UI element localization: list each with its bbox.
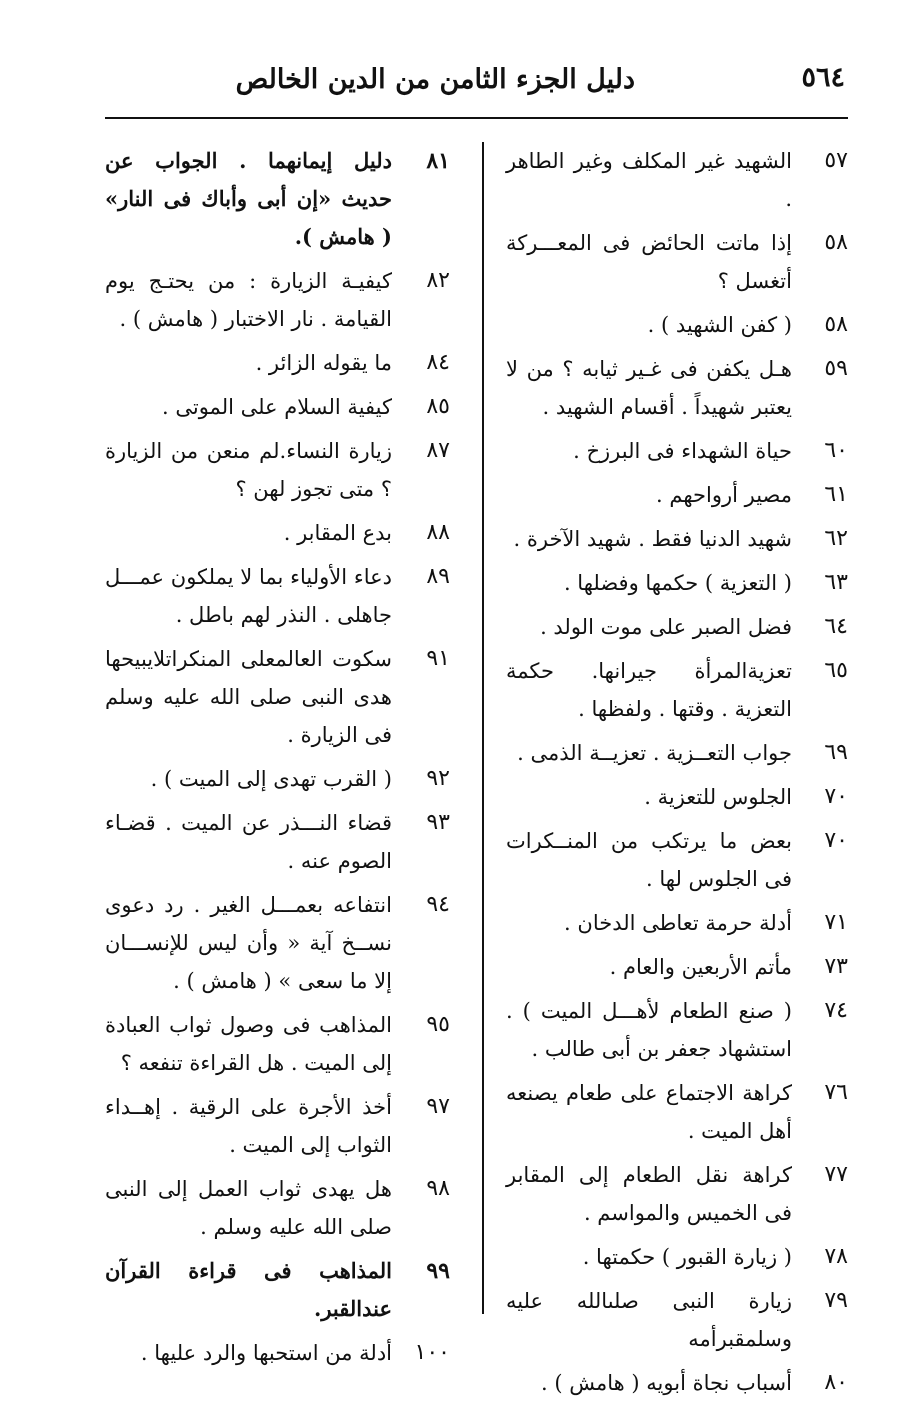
index-column-left (105, 142, 450, 1378)
entry-page-number: ٨٨ (426, 520, 450, 545)
entry-text: الجلوس للتعزية . (644, 785, 792, 809)
entry-page-number: ٨٩ (426, 564, 450, 589)
entry-text: بدع المقابر . (283, 521, 392, 545)
index-entry (506, 904, 848, 942)
entry-text: أدلة من استحبها والرد عليها . (140, 1341, 392, 1365)
index-entry (506, 1156, 848, 1232)
entry-text: تعزيةالمرأة جيرانها. حكمة التعزية . وقتها . ولفظها . (506, 659, 792, 721)
index-entry (105, 804, 450, 880)
index-entry (105, 558, 450, 634)
index-column-right (506, 142, 848, 1408)
entry-page-number: ٥٨ (824, 230, 848, 255)
index-entry (105, 886, 450, 1000)
entry-page-number: ٥٩ (824, 356, 848, 381)
entry-page-number: ٦٢ (824, 526, 848, 551)
index-entry (105, 142, 450, 256)
index-entry (506, 1282, 848, 1358)
entry-page-number: ٧٦ (824, 1080, 848, 1105)
entry-page-number: ٦١ (824, 482, 848, 507)
entry-text: حياة الشهداء فى البرزخ . (573, 439, 792, 463)
entry-text: هل يهدى ثواب العمل إلى النبى صلى الله عليه وسلم . (105, 1177, 392, 1239)
entry-page-number: ٧٠ (824, 828, 848, 853)
entry-page-number: ٩٧ (426, 1094, 450, 1119)
index-entry (506, 778, 848, 816)
index-entry (105, 1006, 450, 1082)
entry-page-number: ٨٥ (426, 394, 450, 419)
entry-page-number: ٧٧ (824, 1162, 848, 1187)
page-header (105, 62, 845, 110)
entry-text: المذاهب فى قراءة القرآن عندالقبر. (105, 1258, 392, 1321)
entry-text: سكوت العالمعلى المنكراتلايبيحها هدى النبى صلى الله عليه وسلم فى الزيارة . (105, 647, 392, 747)
index-entry (105, 760, 450, 798)
entry-text: زيارة النبى صلىالله عليه وسلمقبرأمه (506, 1289, 792, 1351)
index-entry (506, 1238, 848, 1276)
entry-page-number: ٧٤ (824, 998, 848, 1023)
index-entry (506, 992, 848, 1068)
entry-page-number: ٧٣ (824, 954, 848, 979)
index-entry (105, 1170, 450, 1246)
entry-page-number: ٦٣ (824, 570, 848, 595)
index-entry (506, 476, 848, 514)
entry-text: بعض ما يرتكب من المنــكرات فى الجلوس لها . (506, 829, 792, 891)
entry-text: كراهة الاجتماع على طعام يصنعه أهل الميت . (506, 1081, 792, 1143)
entry-page-number: ٩٩ (426, 1258, 450, 1284)
entry-text: كيفية السلام على الموتى . (162, 395, 392, 419)
entry-page-number: ٧٠ (824, 784, 848, 809)
header-rule (105, 117, 848, 119)
entry-text: الشهيد غير المكلف وغير الطاهر . (506, 149, 792, 211)
index-entry (506, 1074, 848, 1150)
entry-text: المذاهب فى وصول ثواب العبادة إلى الميت . هل القراءة تنفعه ؟ (105, 1013, 392, 1075)
entry-page-number: ٦٠ (824, 438, 848, 463)
entry-text: ( كفن الشهيد ) . (647, 313, 792, 337)
entry-page-number: ٩٨ (426, 1176, 450, 1201)
entry-text: جواب التعــزية . تعزيــة الذمى . (517, 741, 792, 765)
entry-page-number: ٧٨ (824, 1244, 848, 1269)
entry-text: ( التعزية ) حكمها وفضلها . (563, 571, 792, 595)
index-entry (105, 1334, 450, 1372)
entry-page-number: ٨٤ (426, 350, 450, 375)
column-divider (482, 142, 484, 1314)
entry-text: شهيد الدنيا فقط . شهيد الآخرة . (513, 527, 792, 551)
entry-text: ما يقوله الزائر . (255, 351, 392, 375)
index-entry (506, 142, 848, 218)
page-number: ٥٦٤ (801, 62, 845, 93)
entry-gap (105, 1372, 450, 1378)
entry-page-number: ٦٥ (824, 658, 848, 683)
entry-page-number: ٧١ (824, 910, 848, 935)
entry-page-number: ٩٢ (426, 766, 450, 791)
index-entry (506, 1364, 848, 1402)
entry-text: انتفاعه بعمـــل الغير . رد دعوى نســخ آية « وأن ليس للإنســـان إلا ما سعى » ( هامش ) . (105, 893, 392, 993)
index-entry (506, 520, 848, 558)
entry-page-number: ٥٨ (824, 312, 848, 337)
running-title: دليل الجزء الثامن من الدين الخالص (235, 64, 635, 95)
index-entry (506, 564, 848, 602)
entry-page-number: ٦٤ (824, 614, 848, 639)
index-entry (105, 262, 450, 338)
entry-text: دعاء الأولياء بما لا يملكون عمـــل جاهلى . النذر لهم باطل . (105, 565, 392, 627)
index-entry (105, 1252, 450, 1328)
entry-page-number: ٩١ (426, 646, 450, 671)
entry-text: مأتم الأربعين والعام . (609, 955, 792, 979)
entry-text: كيفيـة الزيارة : من يحتـج يوم القيامة . نار الاختبار ( هامش ) . (105, 269, 392, 331)
entry-page-number: ٩٥ (426, 1012, 450, 1037)
entry-page-number: ١٠٠ (414, 1340, 450, 1365)
index-entry (105, 1088, 450, 1164)
index-entry (105, 388, 450, 426)
entry-text: ( القرب تهدى إلى الميت ) . (150, 767, 392, 791)
entry-text: زيارة النساء.لم منعن من الزيارة ؟ متى تجوز لهن ؟ (105, 439, 392, 501)
entry-text: أسباب نجاة أبويه ( هامش ) . (541, 1371, 792, 1395)
entry-text: فضل الصبر على موت الولد . (540, 615, 792, 639)
entry-text: أخذ الأجرة على الرقية . إهــداء الثواب إلى الميت . (105, 1095, 392, 1157)
index-entry (506, 224, 848, 300)
entry-text: كراهة نقل الطعام إلى المقابر فى الخميس والمواسم . (506, 1163, 792, 1225)
index-entry (105, 640, 450, 754)
entry-page-number: ٧٩ (824, 1288, 848, 1313)
entry-page-number: ٨١ (426, 148, 450, 174)
entry-text: قضاء النـــذر عن الميت . قضـاء الصوم عنه . (105, 811, 392, 873)
entry-page-number: ٩٣ (426, 810, 450, 835)
index-entry (506, 948, 848, 986)
entry-text: إذا ماتت الحائض فى المعـــركة أتغسل ؟ (506, 231, 792, 293)
entry-page-number: ٦٩ (824, 740, 848, 765)
entry-page-number: ٨٧ (426, 438, 450, 463)
index-entry (105, 514, 450, 552)
index-entry (105, 432, 450, 508)
entry-text: مصير أرواحهم . (656, 483, 792, 507)
entry-page-number: ٨٢ (426, 268, 450, 293)
index-entry (506, 306, 848, 344)
index-entry (506, 822, 848, 898)
index-entry (506, 734, 848, 772)
entry-gap (506, 1402, 848, 1408)
entry-text: دليل إيمانهما . الجواب عن حديث «إن أبى وأباك فى النار» ( هامش ). (105, 148, 392, 249)
entry-page-number: ٥٧ (824, 148, 848, 173)
entry-text: أدلة حرمة تعاطى الدخان . (564, 911, 792, 935)
entry-text: هـل يكفن فى غـير ثيابه ؟ من لا يعتبر شهيداً . أقسام الشهيد . (506, 357, 792, 419)
index-entry (105, 344, 450, 382)
entry-text: ( زيارة القبور ) حكمتها . (582, 1245, 792, 1269)
entry-page-number: ٩٤ (426, 892, 450, 917)
index-entry (506, 432, 848, 470)
index-entry (506, 608, 848, 646)
entry-page-number: ٨٠ (824, 1370, 848, 1395)
index-entry (506, 652, 848, 728)
index-entry (506, 350, 848, 426)
entry-text: ( صنع الطعام لأهـــل الميت ) . استشهاد جعفر بن أبى طالب . (506, 999, 792, 1061)
